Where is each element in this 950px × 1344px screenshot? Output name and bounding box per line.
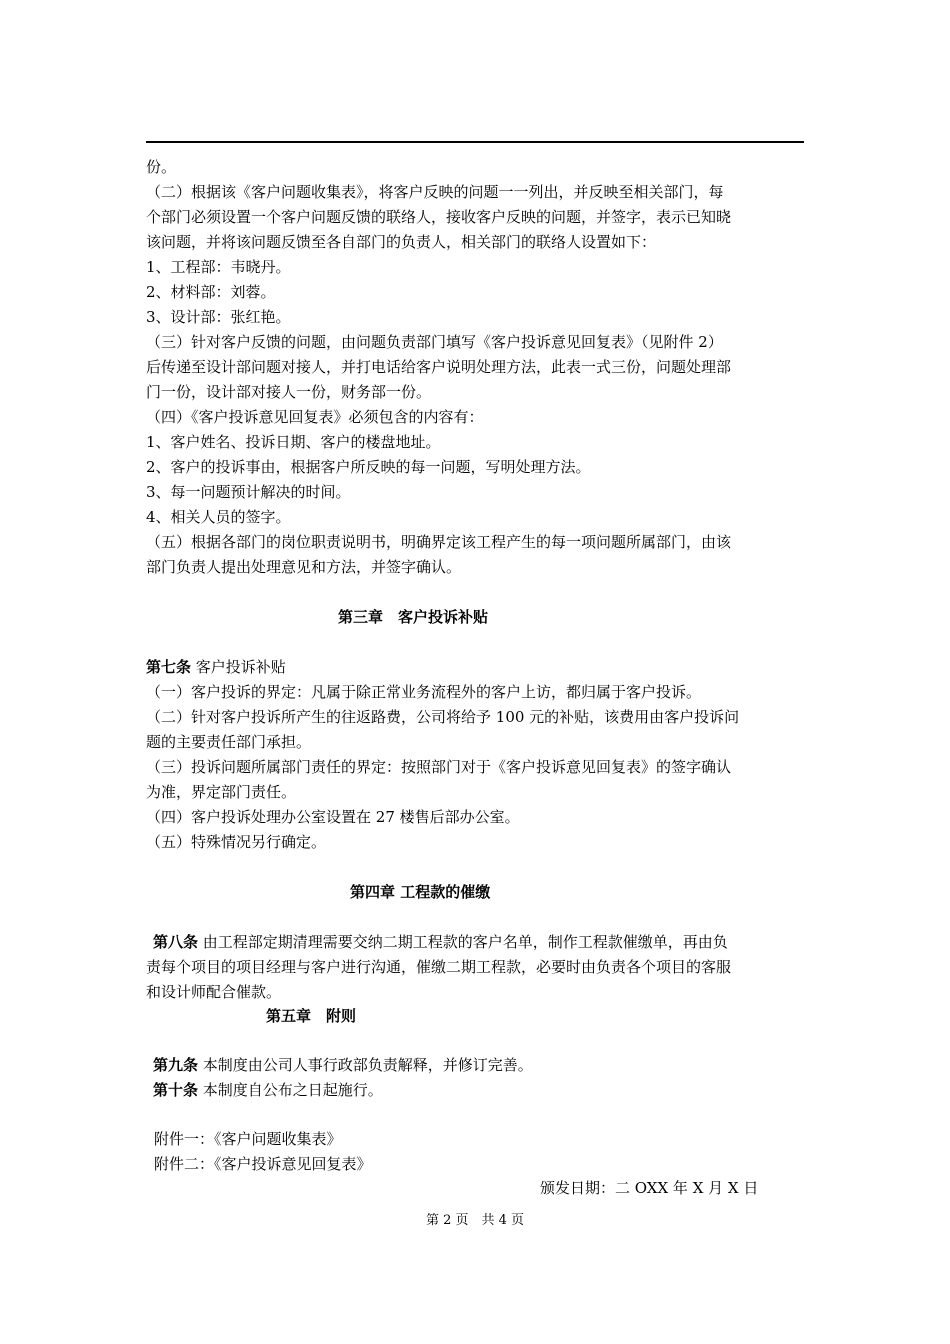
article-9-text: 本制度由公司人事行政部负责解释，并修订完善。: [202, 1056, 533, 1074]
paragraph-line: 为准，界定部门责任。: [146, 783, 297, 801]
list-item: 3、每一问题预计解决的时间。: [146, 483, 351, 501]
article-9-line: [146, 1053, 533, 1077]
paragraph-line: （一）客户投诉的界定：凡属于除正常业务流程外的客户上访，都归属于客户投诉。: [146, 683, 702, 701]
article-8-label: 第八条: [153, 933, 199, 951]
paragraph-line: 份。: [146, 158, 177, 176]
paragraph-line: （五）特殊情况另行确定。: [146, 833, 327, 851]
contact-item: 3、设计部：张红艳。: [146, 308, 291, 326]
paragraph-line: 该问题，并将该问题反馈至各自部门的负责人，相关部门的联络人设置如下：: [146, 233, 657, 251]
paragraph-line: 和设计师配合催款。: [146, 983, 282, 1001]
chapter-3-title: 第三章 客户投诉补贴: [338, 608, 489, 626]
paragraph-line: （四）《客户投诉意见回复表》必须包含的内容有：: [146, 408, 484, 426]
list-item: 1、客户姓名、投诉日期、客户的楼盘地址。: [146, 433, 441, 451]
paragraph-line: 后传递至设计部问题对接人，并打电话给客户说明处理方法，此表一式三份，问题处理部: [146, 358, 732, 376]
paragraph-line: 门一份，设计部对接人一份，财务部一份。: [146, 383, 432, 401]
paragraph-line: 个部门必须设置一个客户问题反馈的联络人，接收客户反映的问题，并签字，表示已知晓: [146, 208, 732, 226]
attachment-2: 附件二：《客户投诉意见回复表》: [154, 1155, 372, 1173]
article-10-text: 本制度自公布之日起施行。: [202, 1081, 383, 1099]
paragraph-line: 题的主要责任部门承担。: [146, 733, 312, 751]
paragraph-line: 责每个项目的项目经理与客户进行沟通，催缴二期工程款，必要时由负责各个项目的客服: [146, 958, 732, 976]
article-7-label: 第七条: [146, 658, 192, 676]
header-rule: [146, 141, 804, 143]
chapter-4-title: 第四章 工程款的催缴: [350, 883, 491, 901]
article-7-heading: [146, 655, 286, 679]
contact-item: 1、工程部：韦晓丹。: [146, 258, 291, 276]
article-8-text: 由工程部定期清理需要交纳二期工程款的客户名单，制作工程款催缴单，再由负: [202, 933, 728, 951]
article-8-line: [146, 930, 728, 954]
article-10-label: 第十条: [153, 1081, 199, 1099]
paragraph-line: （二）针对客户投诉所产生的往返路费，公司将给予 100 元的补贴，该费用由客户投诉问: [146, 708, 740, 726]
chapter-5-title: 第五章 附则: [266, 1007, 357, 1025]
list-item: 4、相关人员的签字。: [146, 508, 291, 526]
paragraph-line: （二）根据该《客户问题收集表》，将客户反映的问题一一列出，并反映至相关部门，每: [146, 183, 724, 201]
paragraph-line: 部门负责人提出处理意见和方法，并签字确认。: [146, 558, 462, 576]
issue-date: 颁发日期：二 OXX 年 X 月 X 日: [540, 1179, 759, 1197]
article-10-line: [146, 1078, 383, 1102]
paragraph-line: （四）客户投诉处理办公室设置在 27 楼售后部办公室。: [146, 808, 520, 826]
article-7-title: 客户投诉补贴: [195, 658, 286, 676]
paragraph-line: （五）根据各部门的岗位职责说明书，明确界定该工程产生的每一项问题所属部门，由该: [146, 533, 732, 551]
paragraph-line: （三）投诉问题所属部门责任的界定：按照部门对于《客户投诉意见回复表》的签字确认: [146, 758, 732, 776]
list-item: 2、客户的投诉事由，根据客户所反映的每一问题，写明处理方法。: [146, 458, 591, 476]
paragraph-line: （三）针对客户反馈的问题，由问题负责部门填写《客户投诉意见回复表》（见附件 2）: [146, 333, 723, 351]
article-9-label: 第九条: [153, 1056, 199, 1074]
attachment-1: 附件一：《客户问题收集表》: [154, 1130, 342, 1148]
page-number-footer: 第 2 页 共 4 页: [425, 1213, 525, 1228]
contact-item: 2、材料部：刘蓉。: [146, 283, 276, 301]
